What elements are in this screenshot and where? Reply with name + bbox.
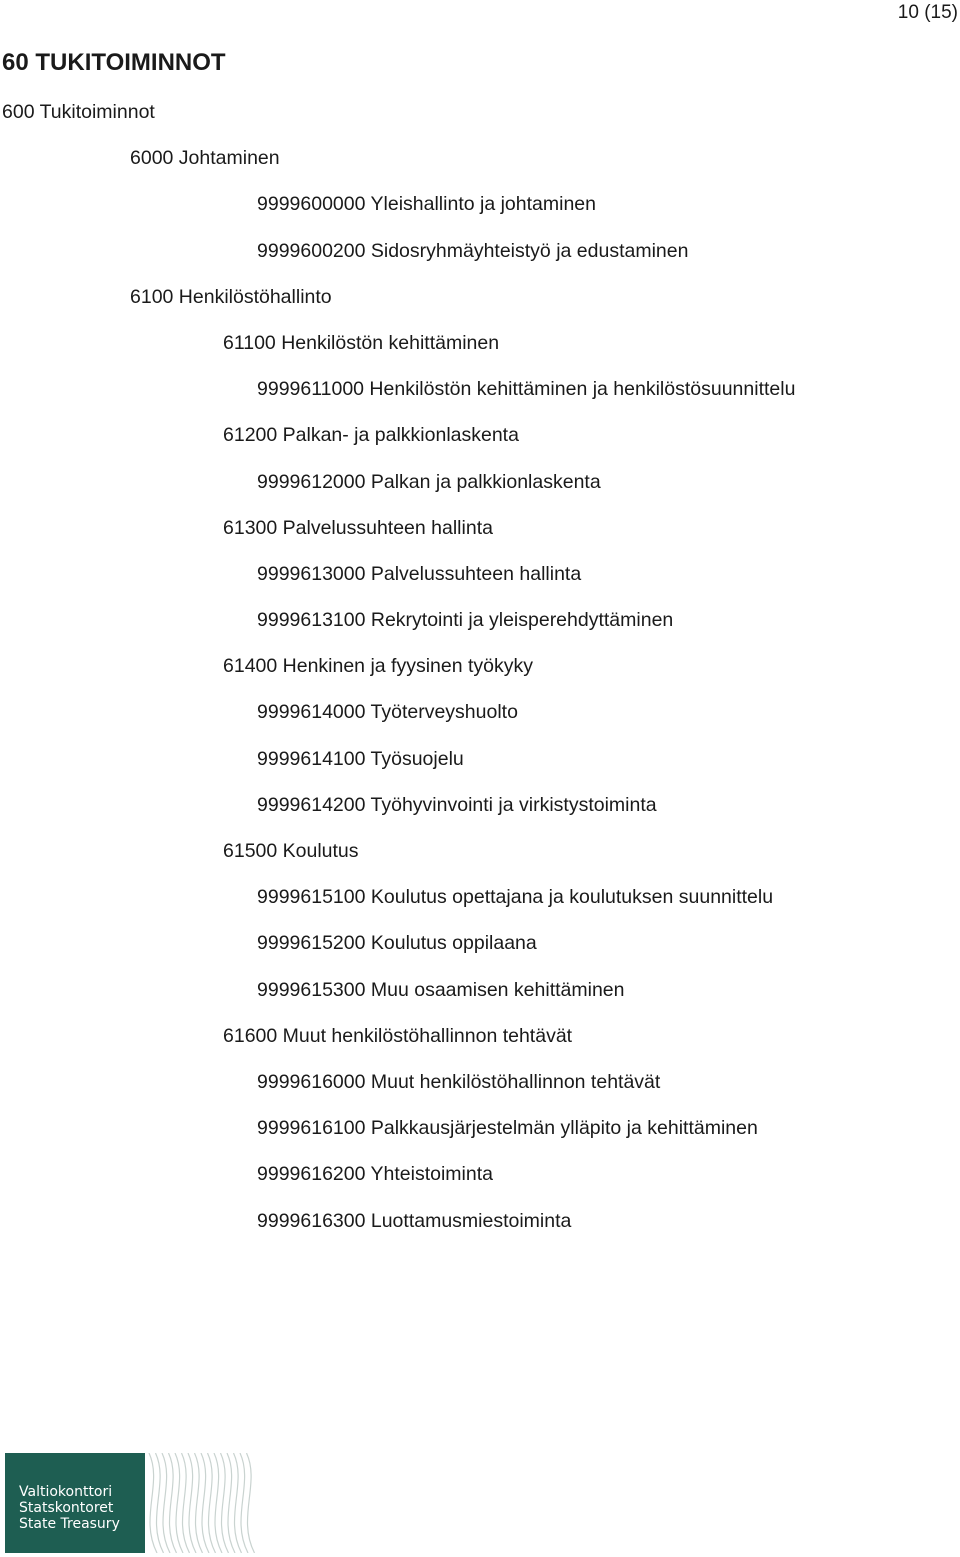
list-item: 9999615300 Muu osaamisen kehittäminen (257, 978, 625, 1001)
code-list (0, 98, 960, 1253)
logo-wave-line (201, 1453, 209, 1553)
list-item: 9999616200 Yhteistoiminta (257, 1163, 493, 1186)
list-item: 61600 Muut henkilöstöhallinnon tehtävät (223, 1024, 573, 1047)
logo-wave-line (234, 1453, 242, 1553)
logo-line-en: State Treasury (19, 1516, 120, 1532)
list-item: 9999615100 Koulutus opettajana ja koulutuksen suunnittelu (257, 886, 774, 909)
logo-box (5, 1453, 145, 1553)
logo-wave-line (221, 1453, 229, 1553)
list-item: 9999616300 Luottamusmiestoiminta (257, 1209, 572, 1232)
logo-wave-line (149, 1453, 157, 1553)
list-item: 600 Tukitoiminnot (2, 101, 155, 123)
list-item: 9999614200 Työhyvinvointi ja virkistystoiminta (257, 793, 657, 816)
list-item: 9999614100 Työsuojelu (257, 747, 464, 770)
list-item: 9999614000 Työterveyshuolto (257, 701, 518, 724)
list-item: 61500 Koulutus (223, 840, 359, 862)
logo-text (19, 1484, 120, 1532)
section-title: 60 TUKITOIMINNOT (2, 49, 226, 76)
valtiokonttori-logo (5, 1453, 255, 1553)
logo-wave-line (175, 1453, 183, 1553)
list-item: 9999612000 Palkan ja palkkionlaskenta (257, 470, 601, 493)
logo-wave-line (162, 1453, 170, 1553)
logo-wave-line (169, 1453, 177, 1553)
logo-wave-line (240, 1453, 248, 1553)
list-item: 61100 Henkilöstön kehittäminen (223, 331, 500, 354)
list-item: 9999613100 Rekrytointi ja yleisperehdyttäminen (257, 609, 674, 632)
list-item: 9999616000 Muut henkilöstöhallinnon tehtävät (257, 1070, 661, 1093)
logo-wave-line (188, 1453, 196, 1553)
list-item: 6100 Henkilöstöhallinto (130, 285, 332, 308)
list-item: 9999600200 Sidosryhmäyhteistyö ja edustaminen (257, 239, 689, 262)
logo-line-fi: Valtiokonttori (19, 1484, 113, 1500)
list-item: 61300 Palvelussuhteen hallinta (223, 516, 493, 539)
logo-wave-line (208, 1453, 216, 1553)
list-item: 9999613000 Palvelussuhteen hallinta (257, 562, 582, 585)
page-number: 10 (15) (897, 2, 958, 23)
logo-wave-pattern-icon (145, 1453, 255, 1553)
logo-wave-line (195, 1453, 203, 1553)
list-item: 9999616100 Palkkausjärjestelmän ylläpito ja kehittäminen (257, 1117, 758, 1140)
logo-line-sv: Statskontoret (19, 1500, 114, 1516)
list-item: 61400 Henkinen ja fyysinen työkyky (223, 655, 534, 678)
logo-wave-line (247, 1453, 255, 1553)
logo-wave-line (182, 1453, 190, 1553)
list-item: 6000 Johtaminen (130, 147, 280, 170)
logo-wave-line (227, 1453, 235, 1553)
list-item: 9999600000 Yleishallinto ja johtaminen (257, 193, 596, 216)
logo-wave-line (156, 1453, 164, 1553)
logo-wave-line (214, 1453, 222, 1553)
list-item: 61200 Palkan- ja palkkionlaskenta (223, 424, 519, 447)
list-item: 9999615200 Koulutus oppilaana (257, 932, 537, 955)
list-item: 9999611000 Henkilöstön kehittäminen ja henkilöstösuunnittelu (257, 378, 796, 401)
